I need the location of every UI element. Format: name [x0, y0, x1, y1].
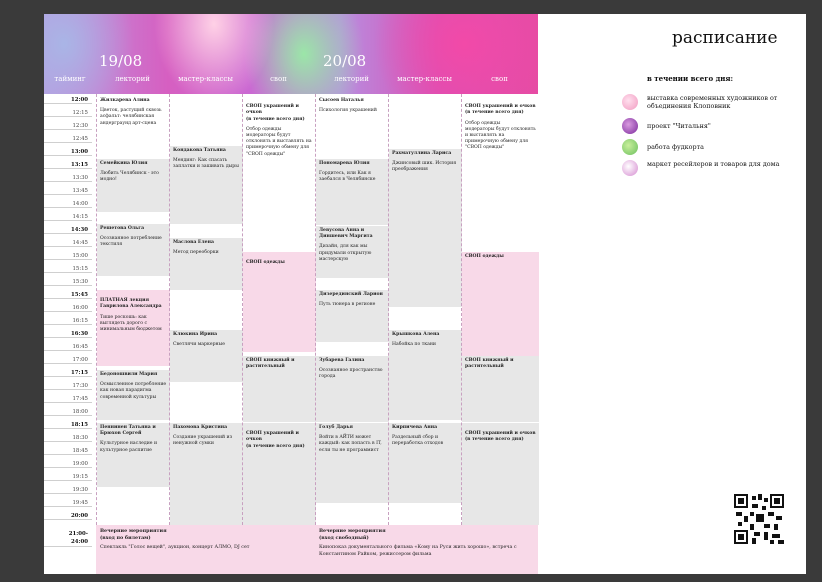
day1-col-masterclass: мастер-классы	[178, 75, 233, 83]
event-block: СВОП книжный и растительный	[462, 356, 539, 422]
event-block: СВОП украшений и очков (в течение всего дня) Отбор одежды модераторы будут отклонять и выставлять на примерочную обмену для "СВОП одежды"	[246, 104, 312, 157]
legend-swatch	[622, 139, 638, 155]
time-slot: 13:00	[44, 149, 92, 156]
page-title: расписание	[672, 28, 778, 48]
event-block: Рахматуллина Лариса Джинсовый шик. История преображения	[389, 149, 462, 307]
event-block: Кондакова Татьяна Мендинг: Как спасать заплатки и зашивать дыры	[170, 146, 243, 224]
day1-col-lecture: лекторий	[115, 75, 150, 83]
event-block: СВОП одежды	[462, 252, 539, 356]
time-slot: 12:30	[44, 123, 92, 130]
time-slot: 15:15	[44, 266, 92, 273]
time-slot: 18:15	[44, 422, 92, 429]
time-slot: 14:45	[44, 240, 92, 247]
time-slot: 19:00	[44, 461, 92, 468]
time-slot: 14:00	[44, 201, 92, 208]
event-block: Бедоношвили Мария Осмысленное потребление как новая парадигма современной культуры	[97, 370, 170, 420]
qr-code-icon	[734, 494, 784, 544]
event-block: Крышкова Алена Набойка по ткани	[389, 330, 462, 420]
event-block: СВОП одежды	[243, 252, 316, 352]
event-block: СВОП украшений и очков (в течение всего дня)	[243, 423, 316, 525]
time-slot: 16:00	[44, 305, 92, 312]
time-slot: 17:00	[44, 357, 92, 364]
time-slot: 20:00	[44, 513, 92, 520]
event-block: СВОП украшений и очков (в течение всего дня) Отбор одежды модераторы будут отклонять и выставлять на примерочную обмену для "СВОП одежды"	[465, 104, 536, 151]
day1-date: 19/08	[99, 52, 143, 70]
day2-date: 20/08	[323, 52, 367, 70]
event-block: СВОП книжный и растительный	[243, 356, 316, 422]
event-block: Клюкина Ирина Светлячи маркерные	[170, 330, 243, 382]
event-block: Дизерединский Ларион Путь тюнера в регионе	[316, 290, 389, 342]
time-slot: 19:45	[44, 500, 92, 507]
time-slot: 14:15	[44, 214, 92, 221]
time-slot: 13:15	[44, 162, 92, 169]
time-slot: 19:15	[44, 474, 92, 481]
day2-col-swap: своп	[491, 75, 508, 83]
event-block: Пономарева Юлия Гордитесь, или Как я заебался в Челябинске	[316, 159, 389, 225]
time-slot: 17:45	[44, 396, 92, 403]
time-slot: 15:00	[44, 253, 92, 260]
event-block: Сысоев Наталья Психология украшений	[319, 98, 377, 114]
day2-swap-column	[461, 94, 539, 525]
time-slot: 18:45	[44, 448, 92, 455]
time-slot: 12:45	[44, 136, 92, 143]
time-slot: 15:45	[44, 292, 92, 299]
time-slot: 15:30	[44, 279, 92, 286]
schedule-sheet: 19/08 20/08 тайминг лекторий мастер-классы своп лекторий мастер-классы своп 12:00 12:15 12:30 12:45 13:00 13:15 13:30 13:45 14:00 14:15 14:30 14:45 15:00 15:15 15:30 15:45 16:00 16:15 16:30 16:45 17:00 17:15 17:30 17:45 18:00 18:15 18:30 18:45 19:00 19:15 19:30 19:45 20:00 Жилкарева Алина Цветок, растущий сквозь асфальт: челябинская андерграунд арт-сцена Семейкина Юлия Любить Челябинск - это модно! Решетова Ольга Осознанное потребление текстиля ПЛАТНАЯ лекция Гаврилова Александра Тише роскошь: как выглядеть дорого с минимальным бюджетом Бедоношвили Мария Осмысленное потребление как новая парадигма современной культуры Пеннинен Татьяна и Брюхов Сергей Культурное наследие и культурное распитие Кондакова Татьяна Мендинг: Как спасать заплатки и зашивать дыры Маслова Елена Метод переоборки Клюкина Ирина Светлячи маркерные Пахомова Кристина Создание украшений из ненужной сумки СВОП украшений и очков (в течение всего дня) Отбор одежды модераторы будут отклонять и выставлять на примерочную обмену для "СВОП одежды" СВОП одежды СВОП книжный и растительный СВОП украшений и очков (в течение всего дня) Сысоев Наталья Психология украшений Пономарева Юлия Гордитесь, или Как я заебался в Челябинске Левусова Анна и Диншевич Маргита Дизайн, для как мы придумали открытую мастерскую Дизерединский Ларион Путь тюнера в регионе Зубарева Галина Осознанное пространство города Голуб Дарья Войти в АЙТИ может каждый: как попасть в IT, если ты не программист Рахматуллина Лариса Джинсовый шик. История преображения Крышкова Алена Набойка по ткани Кирпичева Анна Раздельный сбор и переработка отходов СВОП украшений и очков (в течение всего дня) Отбор одежды модераторы будут отклонять и выставлять на примерочную обмену для "СВОП одежды" СВОП одежды СВОП книжный и растительный СВОП украшений и очков (в течение всего дня) 21:00- 24:00 Вечерние мероприятия (вход по билетам) Спектакль "Голос вещей", аукцион, концерт АЛМО, DJ сет Вечерние мероприятия (вход свободный) Кинопоказ документального фильма «Кому на Руси жить хорошо», встреча с Константином Райком, режиссером фильма расписание в течении всего дня: выставка современных художников от объединения Клоповник проект "Читальня" работа фудкорта маркет ресейлеров и товаров для дома	[44, 14, 806, 574]
event-block: Левусова Анна и Диншевич Маргита Дизайн, для как мы придумали открытую мастерскую	[316, 226, 389, 278]
day1-lecture-column	[96, 94, 170, 525]
time-slot: 18:30	[44, 435, 92, 442]
evening-time: 21:00- 24:00	[44, 531, 92, 547]
day1-swap-column	[242, 94, 316, 525]
event-block: Семейкина Юлия Любить Челябинск - это модно!	[97, 159, 170, 212]
time-slot: 19:30	[44, 487, 92, 494]
time-slot: 14:30	[44, 227, 92, 234]
evening-block-day1: Вечерние мероприятия (вход по билетам) Спектакль "Голос вещей", аукцион, концерт АЛМО, DJ сет	[96, 525, 315, 574]
day2-col-masterclass: мастер-классы	[397, 75, 452, 83]
day2-lecture-column	[315, 94, 389, 525]
time-slot: 18:00	[44, 409, 92, 416]
time-slot: 16:30	[44, 331, 92, 338]
event-block: Пеннинен Татьяна и Брюхов Сергей Культурное наследие и культурное распитие	[97, 423, 170, 487]
day1-masterclass-column	[169, 94, 243, 525]
time-slot: 17:30	[44, 383, 92, 390]
timing-header: тайминг	[54, 75, 86, 83]
event-block: СВОП украшений и очков (в течение всего дня)	[462, 423, 539, 525]
legend-swatch	[622, 160, 638, 176]
event-block: Решетова Ольга Осознанное потребление текстиля	[97, 224, 170, 276]
day2-col-lecture: лекторий	[334, 75, 369, 83]
legend-swatch	[622, 94, 638, 110]
day2-masterclass-column	[388, 94, 462, 525]
time-slot: 16:15	[44, 318, 92, 325]
legend-swatch	[622, 118, 638, 134]
event-block: Жилкарева Алина Цветок, растущий сквозь асфальт: челябинская андерграунд арт-сцена	[100, 98, 162, 126]
time-slot: 13:45	[44, 188, 92, 195]
time-slot: 12:15	[44, 110, 92, 117]
time-slot: 13:30	[44, 175, 92, 182]
event-block: Кирпичева Анна Раздельный сбор и переработка отходов	[389, 423, 462, 503]
event-block: Пахомова Кристина Создание украшений из ненужной сумки	[170, 423, 243, 525]
event-block: Маслова Елена Метод переоборки	[170, 238, 243, 290]
day1-col-swap: своп	[270, 75, 287, 83]
time-slot: 12:00	[44, 97, 92, 104]
header-banner	[44, 14, 538, 94]
event-block: Голуб Дарья Войти в АЙТИ может каждый: как попасть в IT, если ты не программист	[316, 423, 389, 503]
legend-subtitle: в течении всего дня:	[647, 74, 734, 83]
evening-block-day2: Вечерние мероприятия (вход свободный) Кинопоказ документального фильма «Кому на Руси жить хорошо», встреча с Константином Райком, режиссером фильма	[315, 525, 538, 574]
time-slot: 17:15	[44, 370, 92, 377]
event-block: Зубарева Галина Осознанное пространство города	[316, 356, 389, 422]
event-block: ПЛАТНАЯ лекция Гаврилова Александра Тише роскошь: как выглядеть дорого с минимальным бюджетом	[97, 290, 170, 366]
time-slot: 16:45	[44, 344, 92, 351]
